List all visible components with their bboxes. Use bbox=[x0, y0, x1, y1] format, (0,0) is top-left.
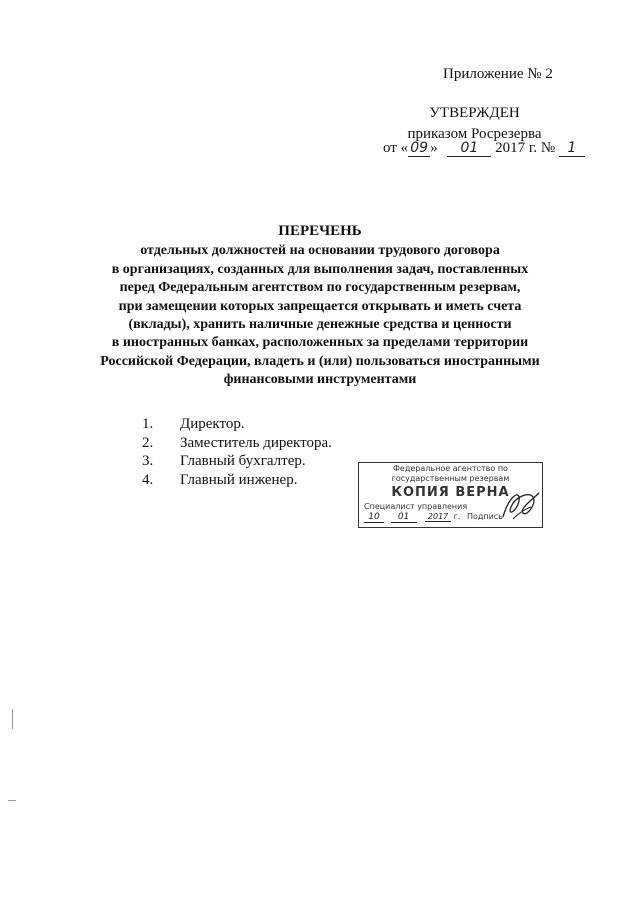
approval-block bbox=[372, 104, 577, 143]
stamp-date-suffix: г. bbox=[453, 512, 461, 521]
stamp-agency-line: Федеральное агентство по bbox=[393, 464, 508, 473]
title-main: ПЕРЕЧЕНЬ bbox=[278, 223, 362, 239]
list-item bbox=[142, 415, 332, 434]
list-item bbox=[142, 452, 332, 471]
item-number: 3. bbox=[142, 453, 154, 469]
order-day: 09 bbox=[408, 140, 430, 157]
title-line: в организациях, созданных для выполнения задач, поставленных bbox=[111, 261, 529, 277]
approved-label: УТВЕРЖДЕН bbox=[429, 105, 520, 121]
order-prefix: от « bbox=[383, 140, 409, 156]
title-line: в иностранных банках, расположенных за пределами территории bbox=[111, 335, 529, 351]
list-item bbox=[142, 471, 332, 490]
order-month: 01 bbox=[447, 140, 491, 157]
stamp-copy-label: КОПИЯ ВЕРНА bbox=[391, 485, 510, 500]
handwritten-signature bbox=[499, 487, 541, 523]
title-line: при замещении которых запрещается открывать и иметь счета bbox=[118, 298, 522, 314]
order-number: 1 bbox=[559, 140, 585, 157]
title-line: (вклады), хранить наличные денежные средства и ценности bbox=[128, 317, 512, 333]
stamp-date-month: 01 bbox=[391, 512, 417, 523]
stamp-date-line bbox=[364, 512, 503, 523]
item-number: 2. bbox=[142, 434, 154, 451]
order-mid: » bbox=[430, 140, 438, 156]
scan-margin-mark bbox=[8, 800, 16, 801]
title-line: финансовыми инструментами bbox=[223, 372, 417, 388]
positions-list bbox=[142, 415, 332, 489]
order-year: 2017 г. № bbox=[495, 140, 556, 156]
document-title bbox=[100, 222, 540, 390]
scan-margin-mark bbox=[12, 709, 13, 729]
item-number: 1. bbox=[142, 416, 154, 432]
item-label: Главный бухгалтер. bbox=[180, 453, 306, 469]
order-date-line bbox=[383, 140, 585, 157]
title-line: перед Федеральным агентством по государственным резервам, bbox=[119, 280, 521, 296]
item-label: Главный инженер. bbox=[180, 471, 298, 488]
stamp-date-year: 2017 bbox=[425, 512, 451, 522]
order-authority: приказом Росрезерва bbox=[407, 126, 542, 142]
item-label: Заместитель директора. bbox=[180, 434, 332, 451]
item-number: 4. bbox=[142, 471, 154, 488]
title-line: Российской Федерации, владеть и (или) пользоваться иностранными bbox=[100, 353, 540, 369]
stamp-signature-label: Подпись bbox=[466, 512, 503, 521]
stamp-agency bbox=[359, 464, 542, 484]
item-label: Директор. bbox=[180, 416, 245, 432]
list-item bbox=[142, 434, 332, 453]
appendix-label: Приложение № 2 bbox=[443, 66, 553, 82]
stamp-date-day: 10 bbox=[364, 512, 384, 523]
certified-copy-stamp bbox=[358, 462, 543, 528]
stamp-specialist: Специалист управления bbox=[364, 502, 468, 511]
stamp-agency-line: государственным резервам bbox=[391, 474, 510, 483]
title-line: отдельных должностей на основании трудового договора bbox=[140, 243, 500, 259]
